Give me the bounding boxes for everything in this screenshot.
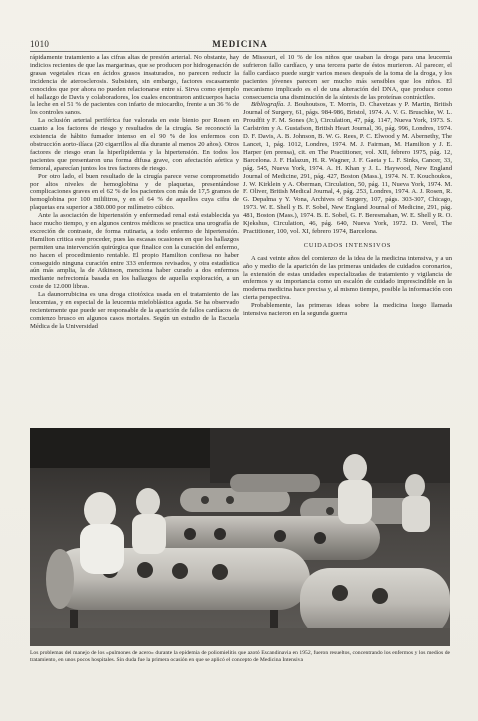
paragraph: Ante la asociación de hipertensión y enfermedad renal está establecida ya hace mucho tiempo, y en algunos centros médicos se practica una urografía de excreción de contraste, de forma rutinaria, a todo enfermo de hipertensión. Hamilton critica este proceder, pues las escasas ocasiones en que los hallazgos permiten una intervención quirúrgica que finalice con la curación del enfermo, no hacen el procedimiento rentable. El propio Hamilton confiesa no haber conseguido ninguna curación entre 333 enfermos revisados, y otra estadística aún más amplia, la de Atkinson, menciona haber curado a dos enfermos mediante nefrectomía basada en los hallazgos de aquella exploración, a un coste de 12.000 libras.: [30, 212, 239, 291]
bibliography: Bibliografía. J. Bouhoutsos, T. Morris, D. Chavetzas y P. Martin, British Journal of Surgery, 61, págs. 984-986, Bristol, 1974. A. V. G. Bruschke, W. L. Proudfit y F. M. Sones (Jr.), Circulation, 47, pág. 1147, Nueva York, 1973. S. Carlström y A. Gustafson, British Heart Journal, 36, pág. 996, Londres, 1974. D. F. Davis, A. B. Johnson, B. W. G. Rees, P. C. Elwood y M. Abernethy, The Lancet, 1, pág. 1012, Londres, 1974. M. J. Fairman, M. Hamilton y J. E. Harper (en prensa), cit. en The Practitioner, vol. XII, febrero 1975, pág. 12, Barcelona. J. F. Halazun, H. R. Wagner, J. F. Gaeta y L. F. Sinks, Cancer, 33, pág. 545, Nueva York, 1974. A. H. Khan y J. L. Haywood, New England Journal of Medicine, 291, pág. 427, Boston (Mass.), 1974. N. T. Kouchoukos, J. W. Kirklein y A. Oberman, Circulation, 50, pág. 11, Nueva York, 1974. M. F. Oliver, British Medical Journal, 4, pág. 253, Londres, 1974. A. J. Rosen, R. G. Depalma y Y. Vona, Archives of Surgery, 107, págs. 303-307, Chicago, 1973. W. E. Shell y B. F. Sobel, New England Journal of Medicine, 291, pág. 481, Boston (Mass.), 1974. B. E. Sobel, G. F. Beresmahan, W. E. Shell y R. O. Kjekshus, Circulation, 46, pág. 640, Nueva York, 1972. D. Verel, The Practitioner, 100, vol. XI, febrero 1974, Barcelona.: [243, 101, 452, 235]
right-iron-lung: [300, 568, 450, 638]
page-number: 1010: [30, 39, 50, 49]
bibliography-label: Bibliografía: [251, 101, 284, 109]
paragraph: La daunorrubicina es una droga citotóxica usada en el tratamiento de las leucemias, y en especial de la leucemia mieloblástica aguda. Se ha observado recientemente que puede ser responsable de la aparición de fallos cardíacos de comienzo brusco en algunos casos mortales. Según un estudio de la Escuela Médica de la Universidad: [30, 291, 239, 330]
header-rule: [30, 51, 450, 52]
paragraph: rápidamente tratamiento a las cifras altas de presión arterial. No obstante, hay indicios recientes de que las margarinas, que se producen por hidrogenación de grasas vegetales ricas en ácidos grasos insaturados, no parecen reducir la incidencia de aterosclerosis. Subsisten, sin embargo, factores escasamente conocidos que por ahora no pueden relacionarse entre sí. Sirva como ejemplo el hallazgo de Davis y colaboradores, los cuales encontraron anticuerpos hacia la leche en el 51 % de pacientes con infarto de miocardio, frente a un 36 % de los controles sanos.: [30, 54, 239, 117]
paragraph: La oclusión arterial periférica fue valorada en este bienio por Rosen en cuanto a los factores de riesgo y resultados de la cirugía. Se reconoció la existencia de hábito fumador intenso en el 90 % de los enfermos con obstrucción aorto-ilíaca (20 cigarrillos al día durante al menos 20 años). Otros factores de riesgo eran la hiperlipidemia y la hipertensión. En todos los pacientes que presentaron una forma difusa grave, con afectación aórtica y femoral, aparecían juntos los tres factores de riesgo.: [30, 117, 239, 172]
paragraph: A casi veinte años del comienzo de la idea de la medicina intensiva, y a un año y medio de la aparición de las primeras unidades de cuidados coronarios, la extensión de estas unidades especializadas de tratamiento y vigilancia de enfermos y su importancia como un escalón de cuidado imprescindible en la moderna medicina hace precisa y, al mismo tiempo, posible la información con cierta perspectiva.: [243, 254, 452, 302]
bibliography-text: J. Bouhoutsos, T. Morris, D. Chavetzas y P. Martin, British Journal of Surgery, 61, págs. 984-986, Bristol, 1974. A. V. G. Bruschke, W. L. Proudfit y F. M. Sones (Jr.), Circulation, 47, pág. 1147, Nueva York, 1973. S. Carlström y A. Gustafson, British Heart Journal, 36, pág. 996, Londres, 1974. D. F. Davis, A. B. Johnson, B. W. G. Rees, P. C. Elwood y M. Abernethy, The Lancet, 1, pág. 1012, Londres, 1974. M. J. Fairman, M. Hamilton y J. E. Harper (en prensa), cit. en The Practitioner, vol. XII, febrero 1975, pág. 12, Barcelona. J. F. Halazun, H. R. Wagner, J. F. Gaeta y L. F. Sinks, Cancer, 33, pág. 545, Nueva York, 1974. A. H. Khan y J. L. Haywood, New England Journal of Medicine, 291, pág. 427, Boston (Mass.), 1974. N. T. Kouchoukos, J. W. Kirklein y A. Oberman, Circulation, 50, pág. 11, Nueva York, 1974. M. F. Oliver, British Medical Journal, 4, pág. 253, Londres, 1974. A. J. Rosen, R. G. Depalma y Y. Vona, Archives of Surgery, 107, págs. 303-307, Chicago, 1973. W. E. Shell y B. F. Sobel, New England Journal of Medicine, 291, pág. 481, Boston (Mass.), 1974. B. E. Sobel, G. F. Beresmahan, W. E. Shell y R. O. Kjekshus, Circulation, 46, pág. 640, Nueva York, 1972. D. Verel, The Practitioner, 100, vol. XI, febrero 1974, Barcelona.: [243, 101, 452, 235]
left-column: [30, 54, 239, 424]
running-title: MEDICINA: [212, 39, 268, 49]
page-header: [30, 39, 450, 51]
iron-lung-ward-photo: [30, 428, 450, 646]
section-heading: CUIDADOS INTENSIVOS: [303, 241, 392, 249]
paragraph: Probablemente, las primeras ideas sobre la medicina luego llamada intensiva nacieron en la segunda guerra: [243, 302, 452, 318]
paragraph: Por otro lado, el buen resultado de la cirugía parece verse comprometido por altos niveles de hemoglobina y de plaquetas, presentándose complicaciones graves en el 62 % de los pacientes con más de 17,5 gramos de hemoglobina por 100 mililitros, y en el 64 % de aquellos cuya cifra de plaquetas era superior a 380.000 por milímetro cúbico.: [30, 172, 239, 212]
photo-illustration: [30, 428, 450, 646]
right-column: [243, 54, 452, 424]
figure-caption: Los problemas del manejo de los «pulmones de acero» durante la epidemia de poliomielitis que azotó Escandinavia en 1952, fueron resueltos, concentrando los enfermos y los medios de tratamiento, en unos pocos hospitales. Sin duda fue la primera ocasión en que se aplicó el concepto de Medicina Intensiva: [30, 650, 450, 663]
paragraph: de Missouri, el 10 % de los niños que usaban la droga para una leucemia sufrieron fallo cardíaco, y una tercera parte de éstos murieron. Al parecer, el fallo cardíaco puede surgir varios meses después de la toma de la droga, y los pacientes jóvenes parecen ser mucho más sensibles que los niños. El mecanismo implicado es el de una alteración del DNA, que produce como consecuencia una disminución de la síntesis de las proteínas contráctiles.: [243, 54, 452, 101]
